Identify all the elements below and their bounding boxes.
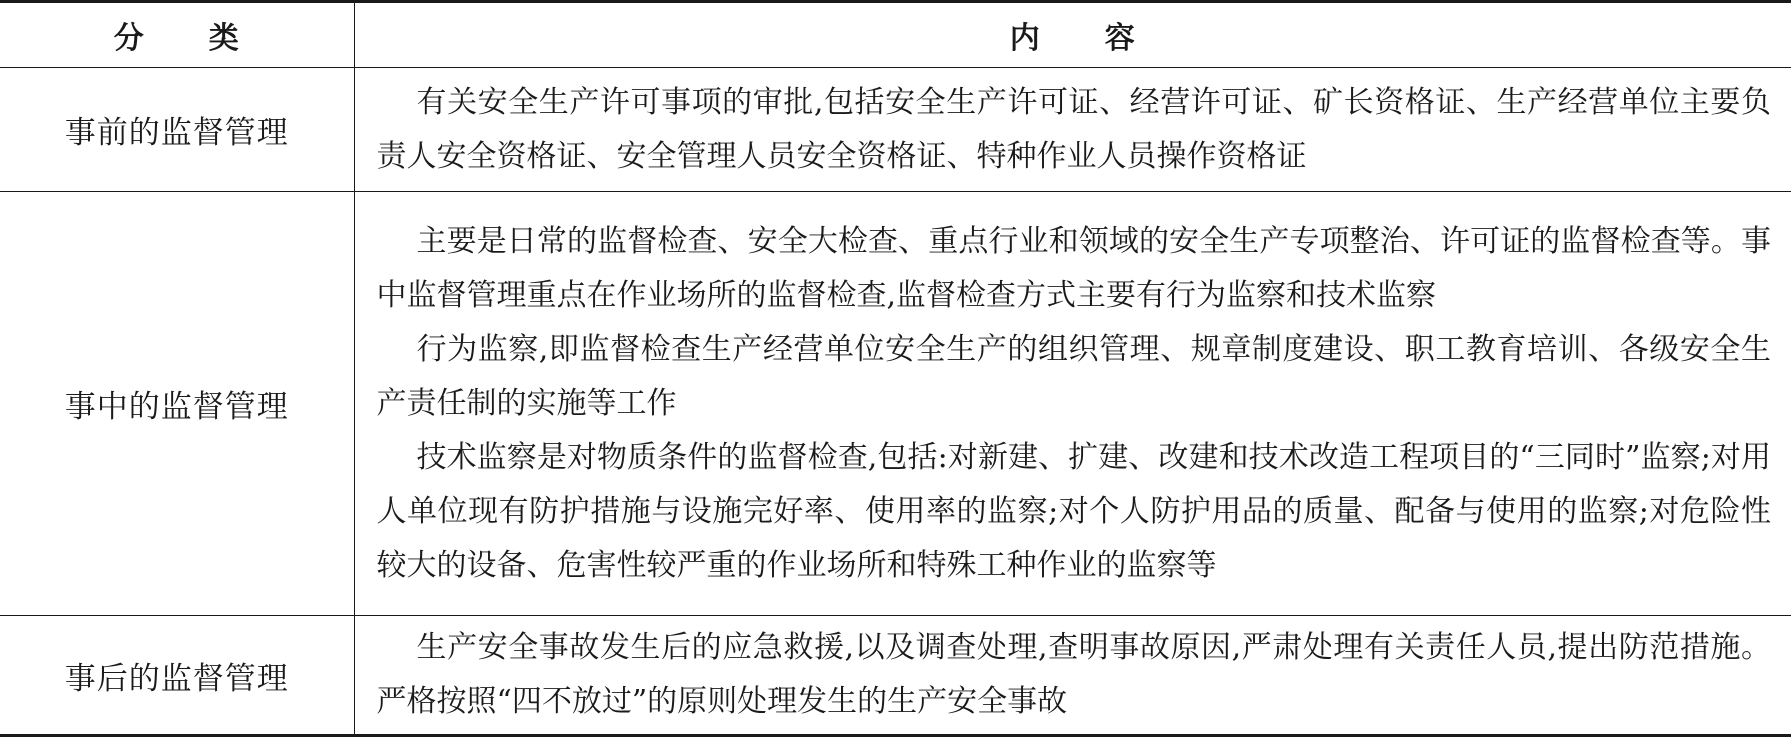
content-paragraph: 行为监察,即监督检查生产经营单位安全生产的组织管理、规章制度建设、职工教育培训、各级安全生产责任制的实施等工作: [376, 331, 1771, 421]
row-content: [354, 68, 1791, 192]
content-paragraph: 有关安全生产许可事项的审批,包括安全生产许可证、经营许可证、矿长资格证、生产经营单位主要负责人安全资格证、安全管理人员安全资格证、特种作业人员操作资格证: [376, 84, 1771, 174]
row-category: 事后的监督管理: [0, 616, 354, 736]
table-row: [0, 68, 1791, 192]
row-content: [354, 616, 1791, 736]
header-content: [354, 2, 1791, 68]
content-paragraph: 技术监察是对物质条件的监督检查,包括:对新建、扩建、改建和技术改造工程项目的“三同时”监察;对用人单位现有防护措施与设施完好率、使用率的监察;对个人防护用品的质量、配备与使用的监察;对危险性较大的设备、危害性较严重的作业场所和特殊工种作业的监察等: [376, 439, 1771, 583]
table-row: [0, 616, 1791, 736]
header-content-char-2: 容: [1104, 21, 1136, 56]
header-category: [0, 2, 354, 68]
header-category-char-1: 分: [113, 21, 145, 56]
table-row: [0, 192, 1791, 616]
header-content-char-1: 内: [1009, 21, 1041, 56]
row-category: 事中的监督管理: [0, 192, 354, 616]
row-content: [354, 192, 1791, 616]
table-header-row: [0, 2, 1791, 68]
header-category-char-2: 类: [208, 21, 240, 56]
row-category: 事前的监督管理: [0, 68, 354, 192]
content-paragraph: 生产安全事故发生后的应急救援,以及调查处理,查明事故原因,严肃处理有关责任人员,提出防范措施。严格按照“四不放过”的原则处理发生的生产安全事故: [376, 630, 1771, 719]
content-paragraph: 主要是日常的监督检查、安全大检查、重点行业和领域的安全生产专项整治、许可证的监督检查等。事中监督管理重点在作业场所的监督检查,监督检查方式主要有行为监察和技术监察: [376, 223, 1771, 313]
